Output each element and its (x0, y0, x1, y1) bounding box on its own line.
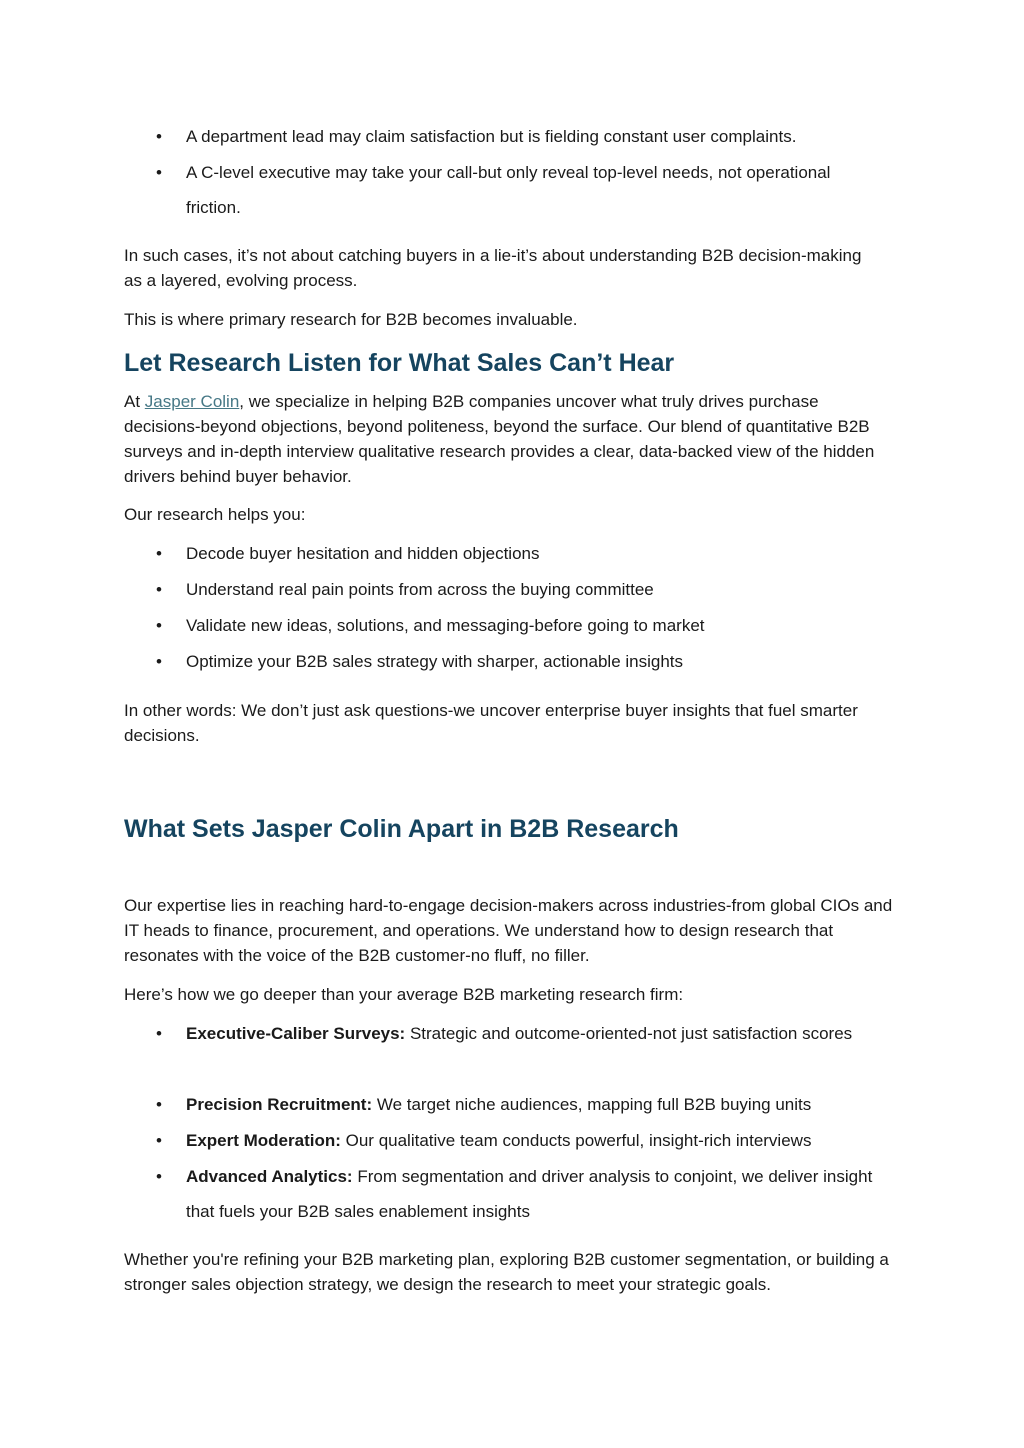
bullet-icon: • (156, 1095, 162, 1114)
feature-text: From segmentation and driver analysis to conjoint, we deliver insight that fuels your B2B sales enablement insights (186, 1167, 873, 1221)
helps-label: Our research helps you: (124, 505, 306, 524)
paragraph-invaluable: This is where primary research for B2B becomes invaluable. (124, 310, 578, 329)
bullet-icon: • (156, 652, 162, 671)
feature-text: Our qualitative team conducts powerful, insight-rich interviews (340, 1131, 812, 1150)
list-item-text (186, 1016, 866, 1051)
paragraph-layered: In such cases, it’s not about catching buyers in a lie-it’s about understanding B2B decision-making as a layered, evolving process. (124, 246, 862, 290)
intro-prefix: At (124, 392, 145, 411)
list-item-text (186, 1123, 896, 1158)
list-item-text: Decode buyer hesitation and hidden objections (186, 544, 540, 563)
bullet-icon: • (156, 1167, 162, 1186)
list-item (124, 644, 914, 680)
list-item-text: A department lead may claim satisfaction but is fielding constant user complaints. (186, 127, 797, 146)
list-item (124, 1087, 914, 1123)
list-item-text (186, 1087, 896, 1122)
feature-title: Executive-Caliber Surveys: (186, 1024, 406, 1043)
jasper-colin-link[interactable]: Jasper Colin (144, 392, 240, 411)
paragraph-deeper: Here’s how we go deeper than your average B2B marketing research firm: (124, 985, 684, 1004)
bullet-icon: • (156, 1024, 162, 1043)
feature-text: We target niche audiences, mapping full B2B buying units (372, 1095, 812, 1114)
list-item-text: Understand real pain points from across the buying committee (186, 580, 654, 599)
list-item (124, 119, 914, 155)
list-item-text (186, 1159, 876, 1229)
feature-text: Strategic and outcome-oriented-not just satisfaction scores (405, 1024, 853, 1043)
feature-title: Precision Recruitment: (186, 1095, 373, 1114)
list-item (124, 1159, 914, 1229)
list-item (124, 608, 914, 644)
bullet-icon: • (156, 580, 162, 599)
bullet-icon: • (156, 163, 162, 182)
bullet-icon: • (156, 544, 162, 563)
intro-rest: , we specialize in helping B2B companies uncover what truly drives purchase decisions-beyond objections, beyond politeness, beyond the surface. Our blend of quantitative B2B surveys and in-depth interview qualitative research provides a clear, data-backed view of the hidden drivers behind buyer behavior. (124, 392, 875, 486)
feature-title: Advanced Analytics: (186, 1167, 353, 1186)
top-bullet-list (124, 119, 914, 225)
list-item (124, 155, 914, 225)
list-item (124, 1016, 914, 1087)
features-bullet-list (124, 1016, 914, 1229)
heading-apart: What Sets Jasper Colin Apart in B2B Research (124, 815, 679, 843)
paragraph-expertise: Our expertise lies in reaching hard-to-engage decision-makers across industries-from global CIOs and IT heads to finance, procurement, and operations. We understand how to design research that resonates with the voice of the B2B customer-no fluff, no filler. (124, 896, 893, 965)
paragraph-intro (124, 389, 899, 489)
heading-listen: Let Research Listen for What Sales Can’t Hear (124, 349, 675, 377)
list-item-text: Optimize your B2B sales strategy with sharper, actionable insights (186, 652, 684, 671)
paragraph-closing: Whether you're refining your B2B marketing plan, exploring B2B customer segmentation, or building a stronger sales objection strategy, we design the research to meet your strategic goals. (124, 1250, 889, 1294)
list-item (124, 1123, 914, 1159)
list-item-text: Validate new ideas, solutions, and messaging-before going to market (186, 616, 705, 635)
helps-bullet-list (124, 536, 914, 680)
list-item (124, 572, 914, 608)
list-item (124, 536, 914, 572)
paragraph-other-words: In other words: We don’t just ask questions-we uncover enterprise buyer insights that fuel smarter decisions. (124, 701, 858, 745)
bullet-icon: • (156, 1131, 162, 1150)
list-item-text: A C-level executive may take your call-but only reveal top-level needs, not operational friction. (186, 163, 831, 217)
feature-title: Expert Moderation: (186, 1131, 341, 1150)
bullet-icon: • (156, 616, 162, 635)
bullet-icon: • (156, 127, 162, 146)
